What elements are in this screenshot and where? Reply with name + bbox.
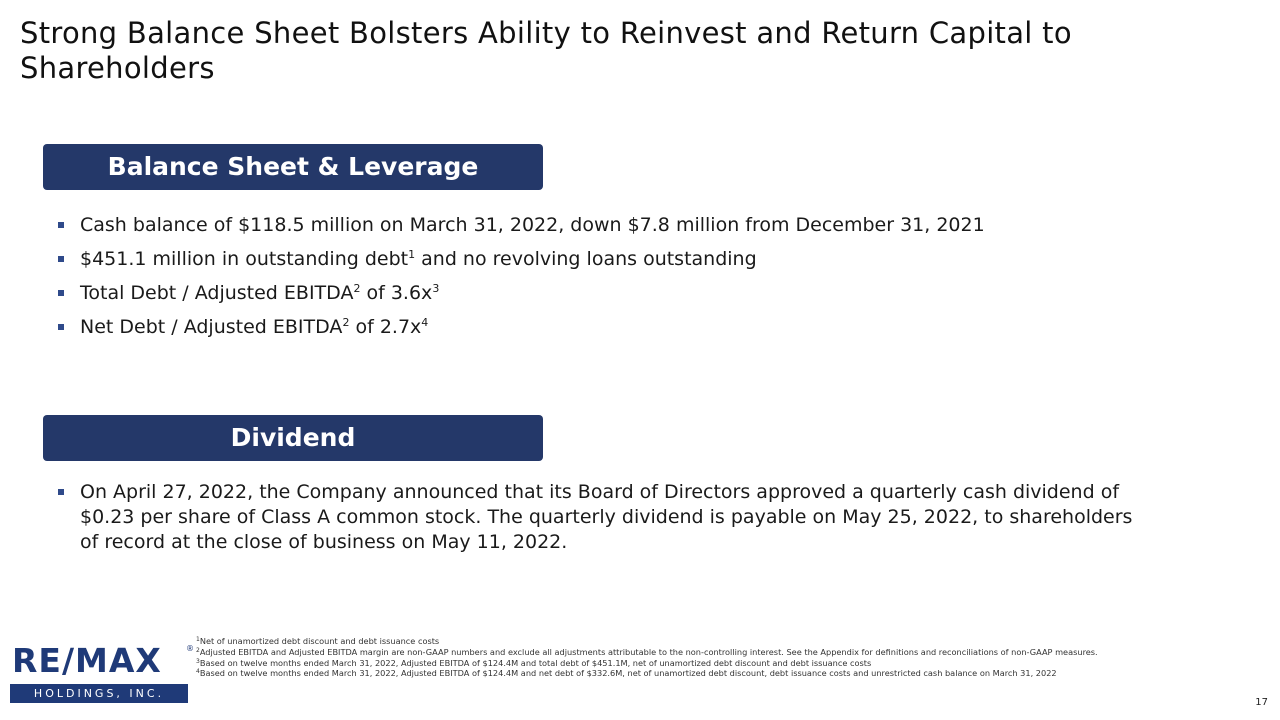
footnote: [196, 636, 1206, 647]
footnote-number: 1: [196, 636, 200, 643]
bullet-square-icon: [58, 324, 64, 330]
footnote-text: Based on twelve months ended March 31, 2022, Adjusted EBITDA of $124.4M and net debt of $332.6M, net of unamortized debt discount, debt issuance costs and unrestricted cash balance on March 31, 2022: [199, 668, 1057, 679]
bullet-text-tail: of 2.7x: [349, 316, 422, 338]
logo-subtitle: HOLDINGS, INC.: [10, 684, 188, 703]
slide-title: Strong Balance Sheet Bolsters Ability to Reinvest and Return Capital to Shareholders: [20, 16, 1072, 85]
balance-sheet-bullets: [56, 208, 985, 344]
footnote-number: 3: [196, 657, 200, 665]
footnote: [196, 647, 1206, 658]
footnote-ref: 2: [342, 316, 350, 329]
page-number: 17: [1255, 697, 1268, 708]
bullet-square-icon: [58, 222, 64, 228]
footnote-number: 2: [196, 646, 200, 654]
footnote: [196, 658, 1206, 669]
logo-wordmark: RE/MAX: [12, 641, 162, 680]
balance-sheet-header: Balance Sheet & Leverage: [43, 144, 543, 190]
footnote-text: Based on twelve months ended March 31, 2022, Adjusted EBITDA of $124.4M and total debt of $451.1M, net of unamortized debt discount and debt issuance costs: [199, 657, 872, 668]
footnote-text: Net of unamortized debt discount and debt issuance costs: [199, 636, 440, 646]
bullet-square-icon: [58, 290, 64, 296]
remax-holdings-logo: [10, 641, 194, 704]
footnote-number: 4: [196, 668, 200, 676]
footnote-ref: 2: [353, 282, 361, 295]
bullet-outstanding-debt: [56, 242, 985, 276]
bullet-text: Cash balance of $118.5 million on March 31, 2022, down $7.8 million from December 31, 2021: [80, 214, 985, 236]
bullet-square-icon: [58, 489, 64, 495]
bullet-text-tail: of 3.6x: [360, 282, 433, 304]
footnotes: [196, 636, 1206, 679]
footnote: [196, 668, 1206, 679]
bullet-net-debt-ratio: [56, 310, 985, 344]
bullet-cash-balance: [56, 208, 985, 242]
footnote-ref: 1: [408, 248, 416, 261]
bullet-text: Total Debt / Adjusted EBITDA: [80, 282, 354, 304]
bullet-text: Net Debt / Adjusted EBITDA: [80, 316, 343, 338]
bullet-text: $451.1 million in outstanding debt: [80, 248, 409, 270]
registered-mark: ®: [186, 644, 194, 653]
bullet-square-icon: [58, 256, 64, 262]
dividend-bullets: [56, 480, 1136, 555]
footnote-ref: 4: [421, 316, 429, 329]
bullet-total-debt-ratio: [56, 276, 985, 310]
bullet-dividend-announcement: [56, 480, 1136, 555]
footnote-text: Adjusted EBITDA and Adjusted EBITDA margin are non-GAAP numbers and exclude all adjustments attributable to the non-controlling interest. See the Appendix for definitions and reconciliations of non-GAAP measures.: [199, 646, 1098, 657]
bullet-text: On April 27, 2022, the Company announced that its Board of Directors approved a quarterly cash dividend of $0.23 per share of Class A common stock. The quarterly dividend is payable on May 25, 2022, to shareholders of record at the close of business on May 11, 2022.: [80, 481, 1133, 553]
dividend-header: Dividend: [43, 415, 543, 461]
bullet-text-tail: and no revolving loans outstanding: [415, 248, 757, 270]
footnote-ref: 3: [432, 282, 440, 295]
